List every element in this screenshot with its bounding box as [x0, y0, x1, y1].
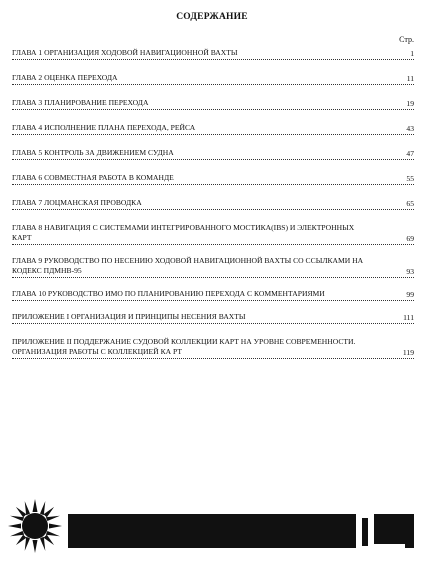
toc-entry-text: ГЛАВА 1 ОРГАНИЗАЦИЯ ХОДОВОЙ НАВИГАЦИОННОЙ ВАХТЫ: [12, 48, 414, 60]
toc-entry-text: ГЛАВА 4 ИСПОЛНЕНИЕ ПЛАНА ПЕРЕХОДА, РЕЙСА: [12, 123, 414, 135]
toc-entry-appendix-2[interactable]: [12, 337, 414, 359]
toc-entry-page: 65: [406, 199, 414, 208]
toc-entry-page: 99: [406, 290, 414, 299]
toc-entry-text: ПРИЛОЖЕНИЕ I ОРГАНИЗАЦИЯ И ПРИНЦИПЫ НЕСЕНИЯ ВАХТЫ: [12, 312, 414, 324]
toc-entry-chapter-5[interactable]: [12, 148, 414, 160]
toc-entry-page: 19: [406, 99, 414, 108]
toc-entry-text: ГЛАВА 2 ОЦЕНКА ПЕРЕХОДА: [12, 73, 414, 85]
toc-entry-chapter-8[interactable]: [12, 223, 414, 245]
toc-entry-text: ГЛАВА 7 ЛОЦМАНСКАЯ ПРОВОДКА: [12, 198, 414, 210]
toc-entry-chapter-2[interactable]: [12, 73, 414, 85]
toc-entry-chapter-10[interactable]: [12, 289, 414, 301]
page-title: СОДЕРЖАНИЕ: [176, 12, 248, 22]
toc-entry-page: 55: [406, 174, 414, 183]
page-column-label: Стр.: [399, 35, 414, 44]
toc-entry-chapter-1[interactable]: [12, 48, 414, 60]
toc-entry-text: ГЛАВА 9 РУКОВОДСТВО ПО НЕСЕНИЮ ХОДОВОЙ НАВИГАЦИОННОЙ ВАХТЫ СО ССЫЛКАМИ НА КОДЕКС ПДМНВ-95: [12, 256, 414, 278]
toc-entry-chapter-9[interactable]: [12, 256, 414, 278]
toc-entry-chapter-7[interactable]: [12, 198, 414, 210]
toc-entry-chapter-6[interactable]: [12, 173, 414, 185]
toc-entry-chapter-3[interactable]: [12, 98, 414, 110]
toc-entry-page: 111: [403, 313, 414, 322]
toc-entry-text: ГЛАВА 3 ПЛАНИРОВАНИЕ ПЕРЕХОДА: [12, 98, 414, 110]
toc-entry-page: 43: [406, 124, 414, 133]
toc-entry-text: ГЛАВА 6 СОВМЕСТНАЯ РАБОТА В КОМАНДЕ: [12, 173, 414, 185]
toc-entry-page: 1: [410, 49, 414, 58]
toc-entry-page: 69: [406, 234, 414, 243]
toc-entry-appendix-1[interactable]: [12, 312, 414, 324]
toc-entry-text: ГЛАВА 5 КОНТРОЛЬ ЗА ДВИЖЕНИЕМ СУДНА: [12, 148, 414, 160]
toc-entry-text: ГЛАВА 8 НАВИГАЦИЯ С СИСТЕМАМИ ИНТЕГРИРОВАННОГО МОСТИКА(IBS) И ЭЛЕКТРОННЫХ КАРТ: [12, 223, 414, 245]
toc-entry-page: 11: [406, 74, 414, 83]
toc-entry-page: 93: [406, 267, 414, 276]
toc-entry-page: 119: [402, 348, 414, 357]
sunburst-logo-icon: [6, 497, 64, 555]
toc-entry-text: ГЛАВА 10 РУКОВОДСТВО ИМО ПО ПЛАНИРОВАНИЮ ПЕРЕХОДА С КОММЕНТАРИЯМИ: [12, 289, 414, 301]
redacted-footer-block: [68, 514, 414, 548]
toc-entry-chapter-4[interactable]: [12, 123, 414, 135]
toc-entry-page: 47: [406, 149, 414, 158]
table-of-contents: [12, 48, 414, 370]
toc-entry-text: ПРИЛОЖЕНИЕ II ПОДДЕРЖАНИЕ СУДОВОЙ КОЛЛЕКЦИИ КАРТ НА УРОВНЕ СОВРЕМЕННОСТИ. ОРГАНИЗАЦИЯ РАБОТЫ С КОЛЛЕКЦИЕЙ КА РТ: [12, 337, 414, 359]
